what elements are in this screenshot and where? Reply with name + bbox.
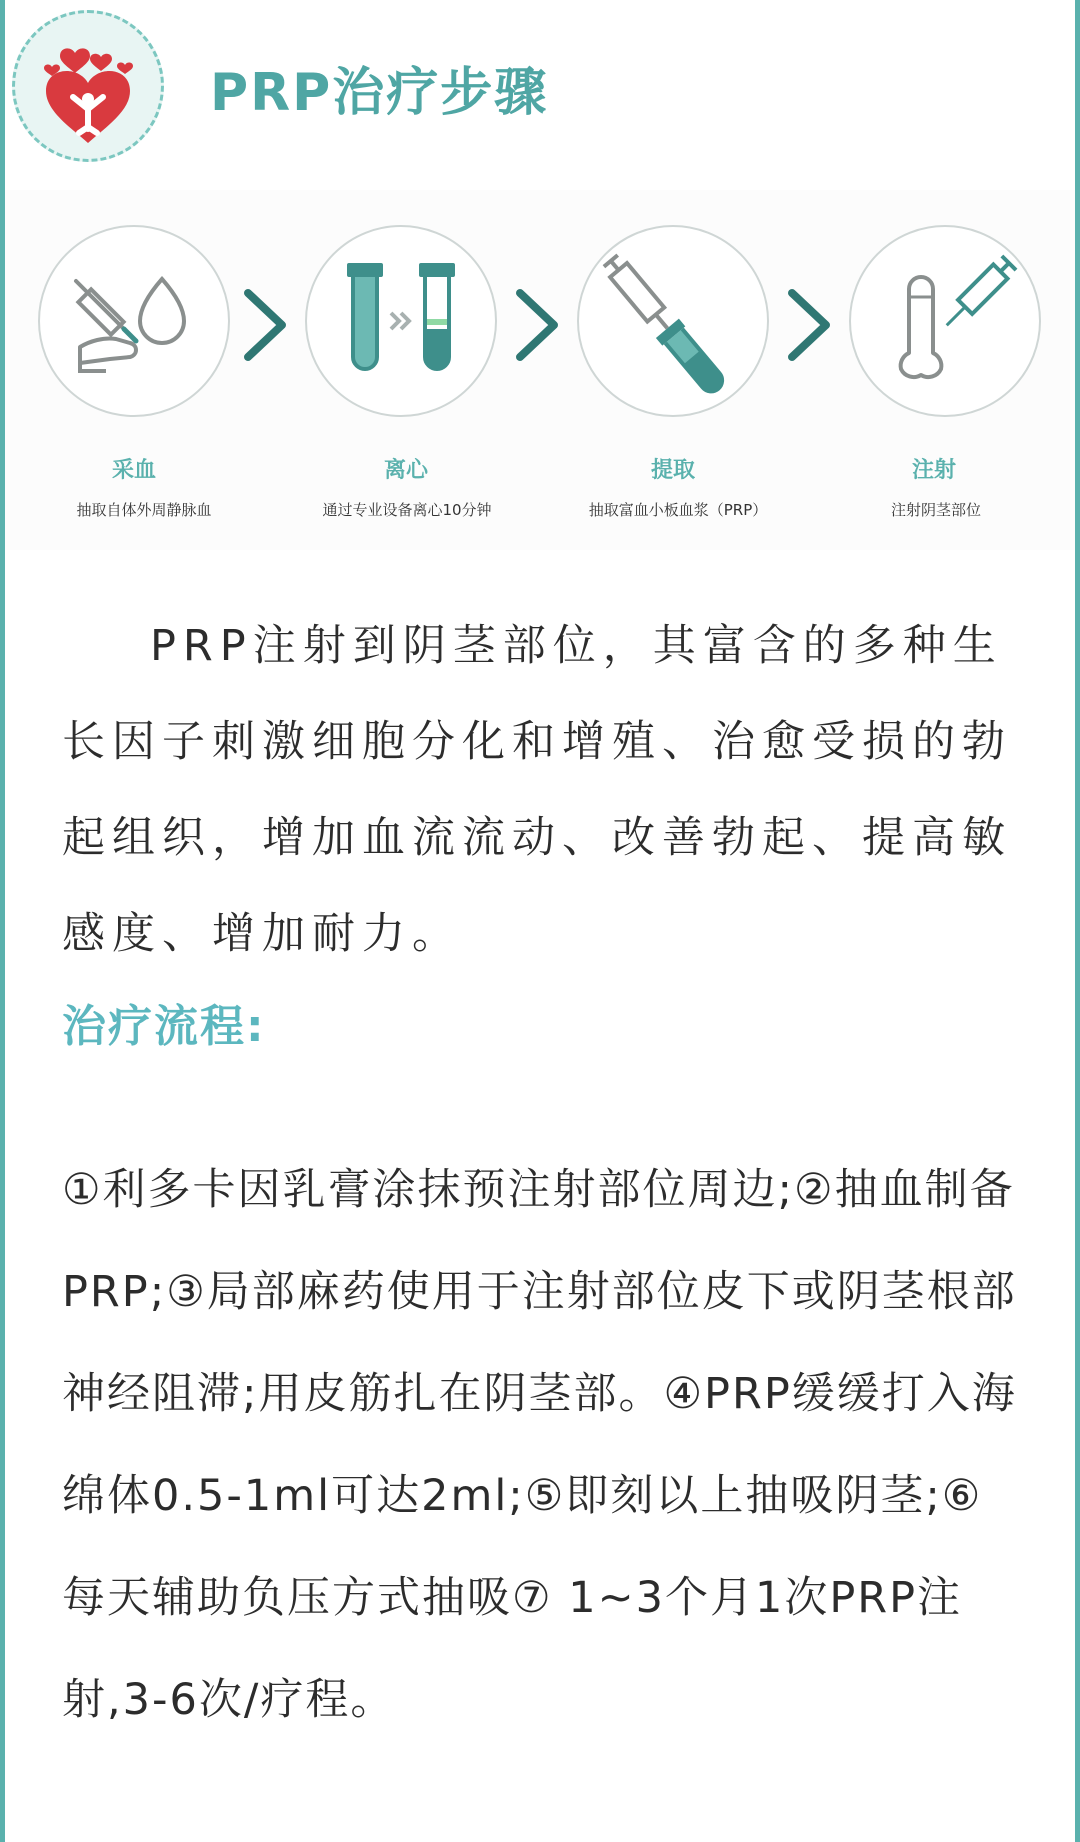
- step-1-circle: [38, 225, 230, 417]
- step-3-circle: [577, 225, 769, 417]
- step-2-desc: 通过专业设备离心10分钟: [322, 501, 492, 519]
- heart-child-logo-icon: [15, 13, 161, 159]
- step-2-name: 离心: [383, 457, 428, 483]
- intro-paragraph: PRP注射到阴茎部位，其富含的多种生长因子刺激细胞分化和增殖、治愈受损的勃起组织，增加血流流动、改善勃起、提高敏感度、增加耐力。: [62, 621, 1012, 959]
- section-heading: 治疗流程:: [62, 1001, 266, 1052]
- test-tubes-icon: [307, 227, 495, 415]
- chevron-right-icon: [780, 285, 840, 365]
- step-arrow: [508, 285, 568, 365]
- step-4-name: 注射: [911, 457, 956, 483]
- step-3-desc: 抽取富血小板血浆（PRP）: [588, 501, 768, 519]
- syringe-arm-icon: [40, 227, 228, 415]
- syringe-tube-icon: [579, 227, 767, 415]
- step-arrow: [236, 285, 296, 365]
- chevron-right-icon: [236, 285, 296, 365]
- procedure-paragraph: ①利多卡因乳膏涂抹预注射部位周边;②抽血制备PRP;③局部麻药使用于注射部位皮下或阴茎根部神经阻滞;用皮筋扎在阴茎部。④PRP缓缓打入海绵体0.5-1ml可达2ml;⑤即刻以上抽吸阴茎;⑥每天辅助负压方式抽吸⑦ 1~3个月1次PRP注射,3-6次/疗程。: [62, 1165, 1017, 1725]
- step-arrow: [780, 285, 840, 365]
- step-4-circle: [849, 225, 1041, 417]
- step-1-desc: 抽取自体外周静脉血: [76, 501, 212, 519]
- step-2-circle: [305, 225, 497, 417]
- step-4-desc: 注射阴茎部位: [890, 501, 981, 519]
- logo: [12, 10, 164, 162]
- page-title: PRP治疗步骤: [210, 63, 549, 123]
- chevron-right-icon: [508, 285, 568, 365]
- step-3-name: 提取: [650, 457, 695, 483]
- injection-icon: [851, 227, 1039, 415]
- step-1-name: 采血: [111, 457, 156, 483]
